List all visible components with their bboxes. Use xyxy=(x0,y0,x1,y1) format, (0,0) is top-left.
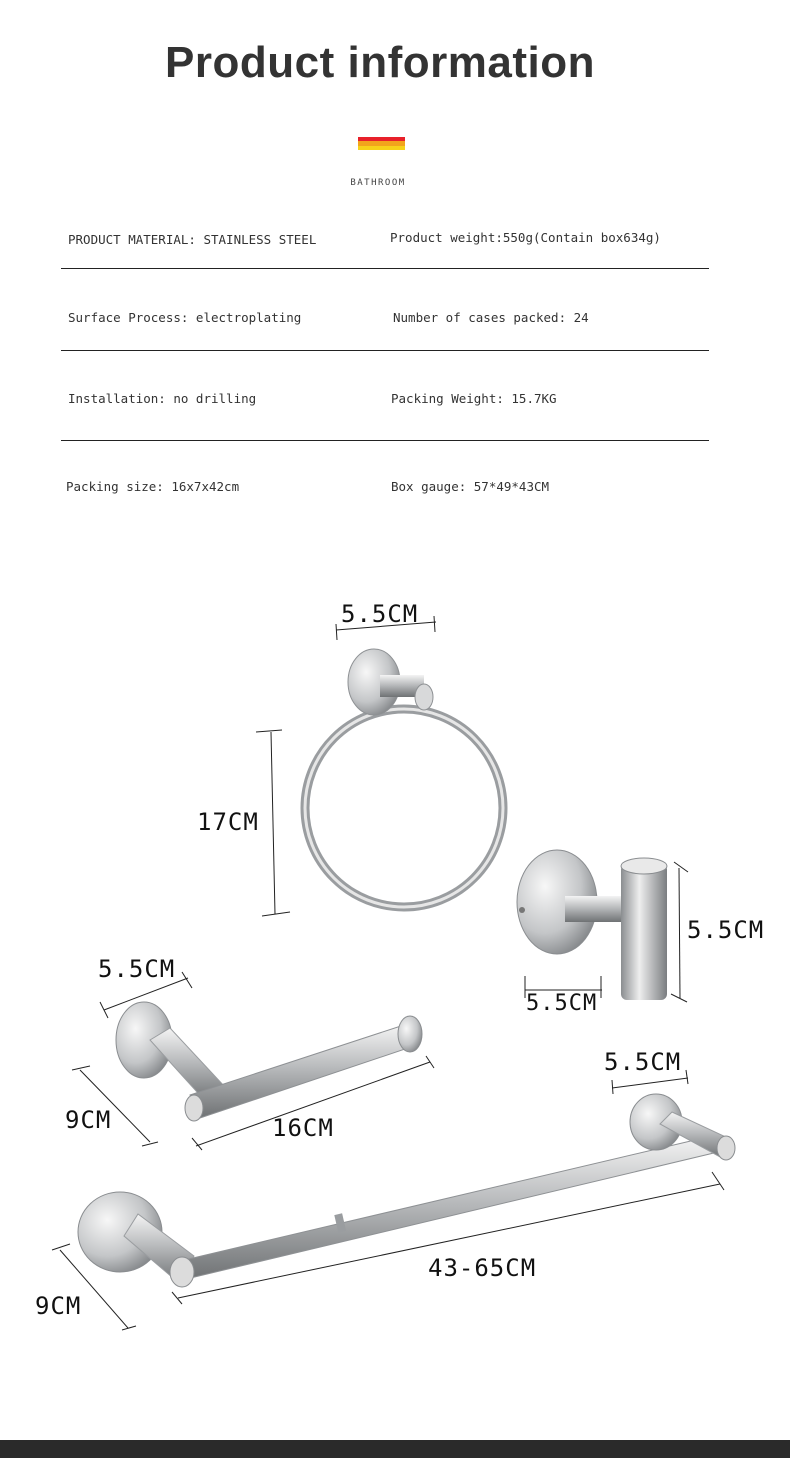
spec-material: PRODUCT MATERIAL: STAINLESS STEEL xyxy=(68,232,317,247)
paper-length-label: 16CM xyxy=(272,1114,334,1142)
spec-surface: Surface Process: electroplating xyxy=(68,310,302,325)
paper-base-label: 5.5CM xyxy=(98,955,176,983)
page-title: Product information xyxy=(165,38,595,87)
bar-depth-label: 9CM xyxy=(35,1292,82,1320)
robe-hook xyxy=(517,850,667,1000)
spec-installation: Installation: no drilling xyxy=(68,391,257,406)
hook-height-label: 5.5CM xyxy=(687,916,765,944)
paper-depth-label: 9CM xyxy=(65,1106,112,1134)
spec-weight: Product weight:550g(Contain box634g) xyxy=(390,230,661,245)
spec-packing-weight: Packing Weight: 15.7KG xyxy=(391,391,557,406)
bar-base-label: 5.5CM xyxy=(604,1048,682,1076)
category-label: BATHROOM xyxy=(350,178,406,188)
footer-bar xyxy=(0,1440,790,1458)
spec-cases: Number of cases packed: 24 xyxy=(393,310,589,325)
paper-holder xyxy=(116,1002,422,1121)
towel-bar xyxy=(78,1094,735,1287)
spec-packing-size: Packing size: 16x7x42cm xyxy=(66,479,240,494)
ring-base-label: 5.5CM xyxy=(341,600,419,628)
ring-height-label: 17CM xyxy=(197,808,259,836)
bar-length-label: 43-65CM xyxy=(428,1254,537,1282)
hook-base-label: 5.5CM xyxy=(526,991,598,1016)
towel-ring xyxy=(305,649,503,907)
spec-box-gauge: Box gauge: 57*49*43CM xyxy=(391,479,550,494)
